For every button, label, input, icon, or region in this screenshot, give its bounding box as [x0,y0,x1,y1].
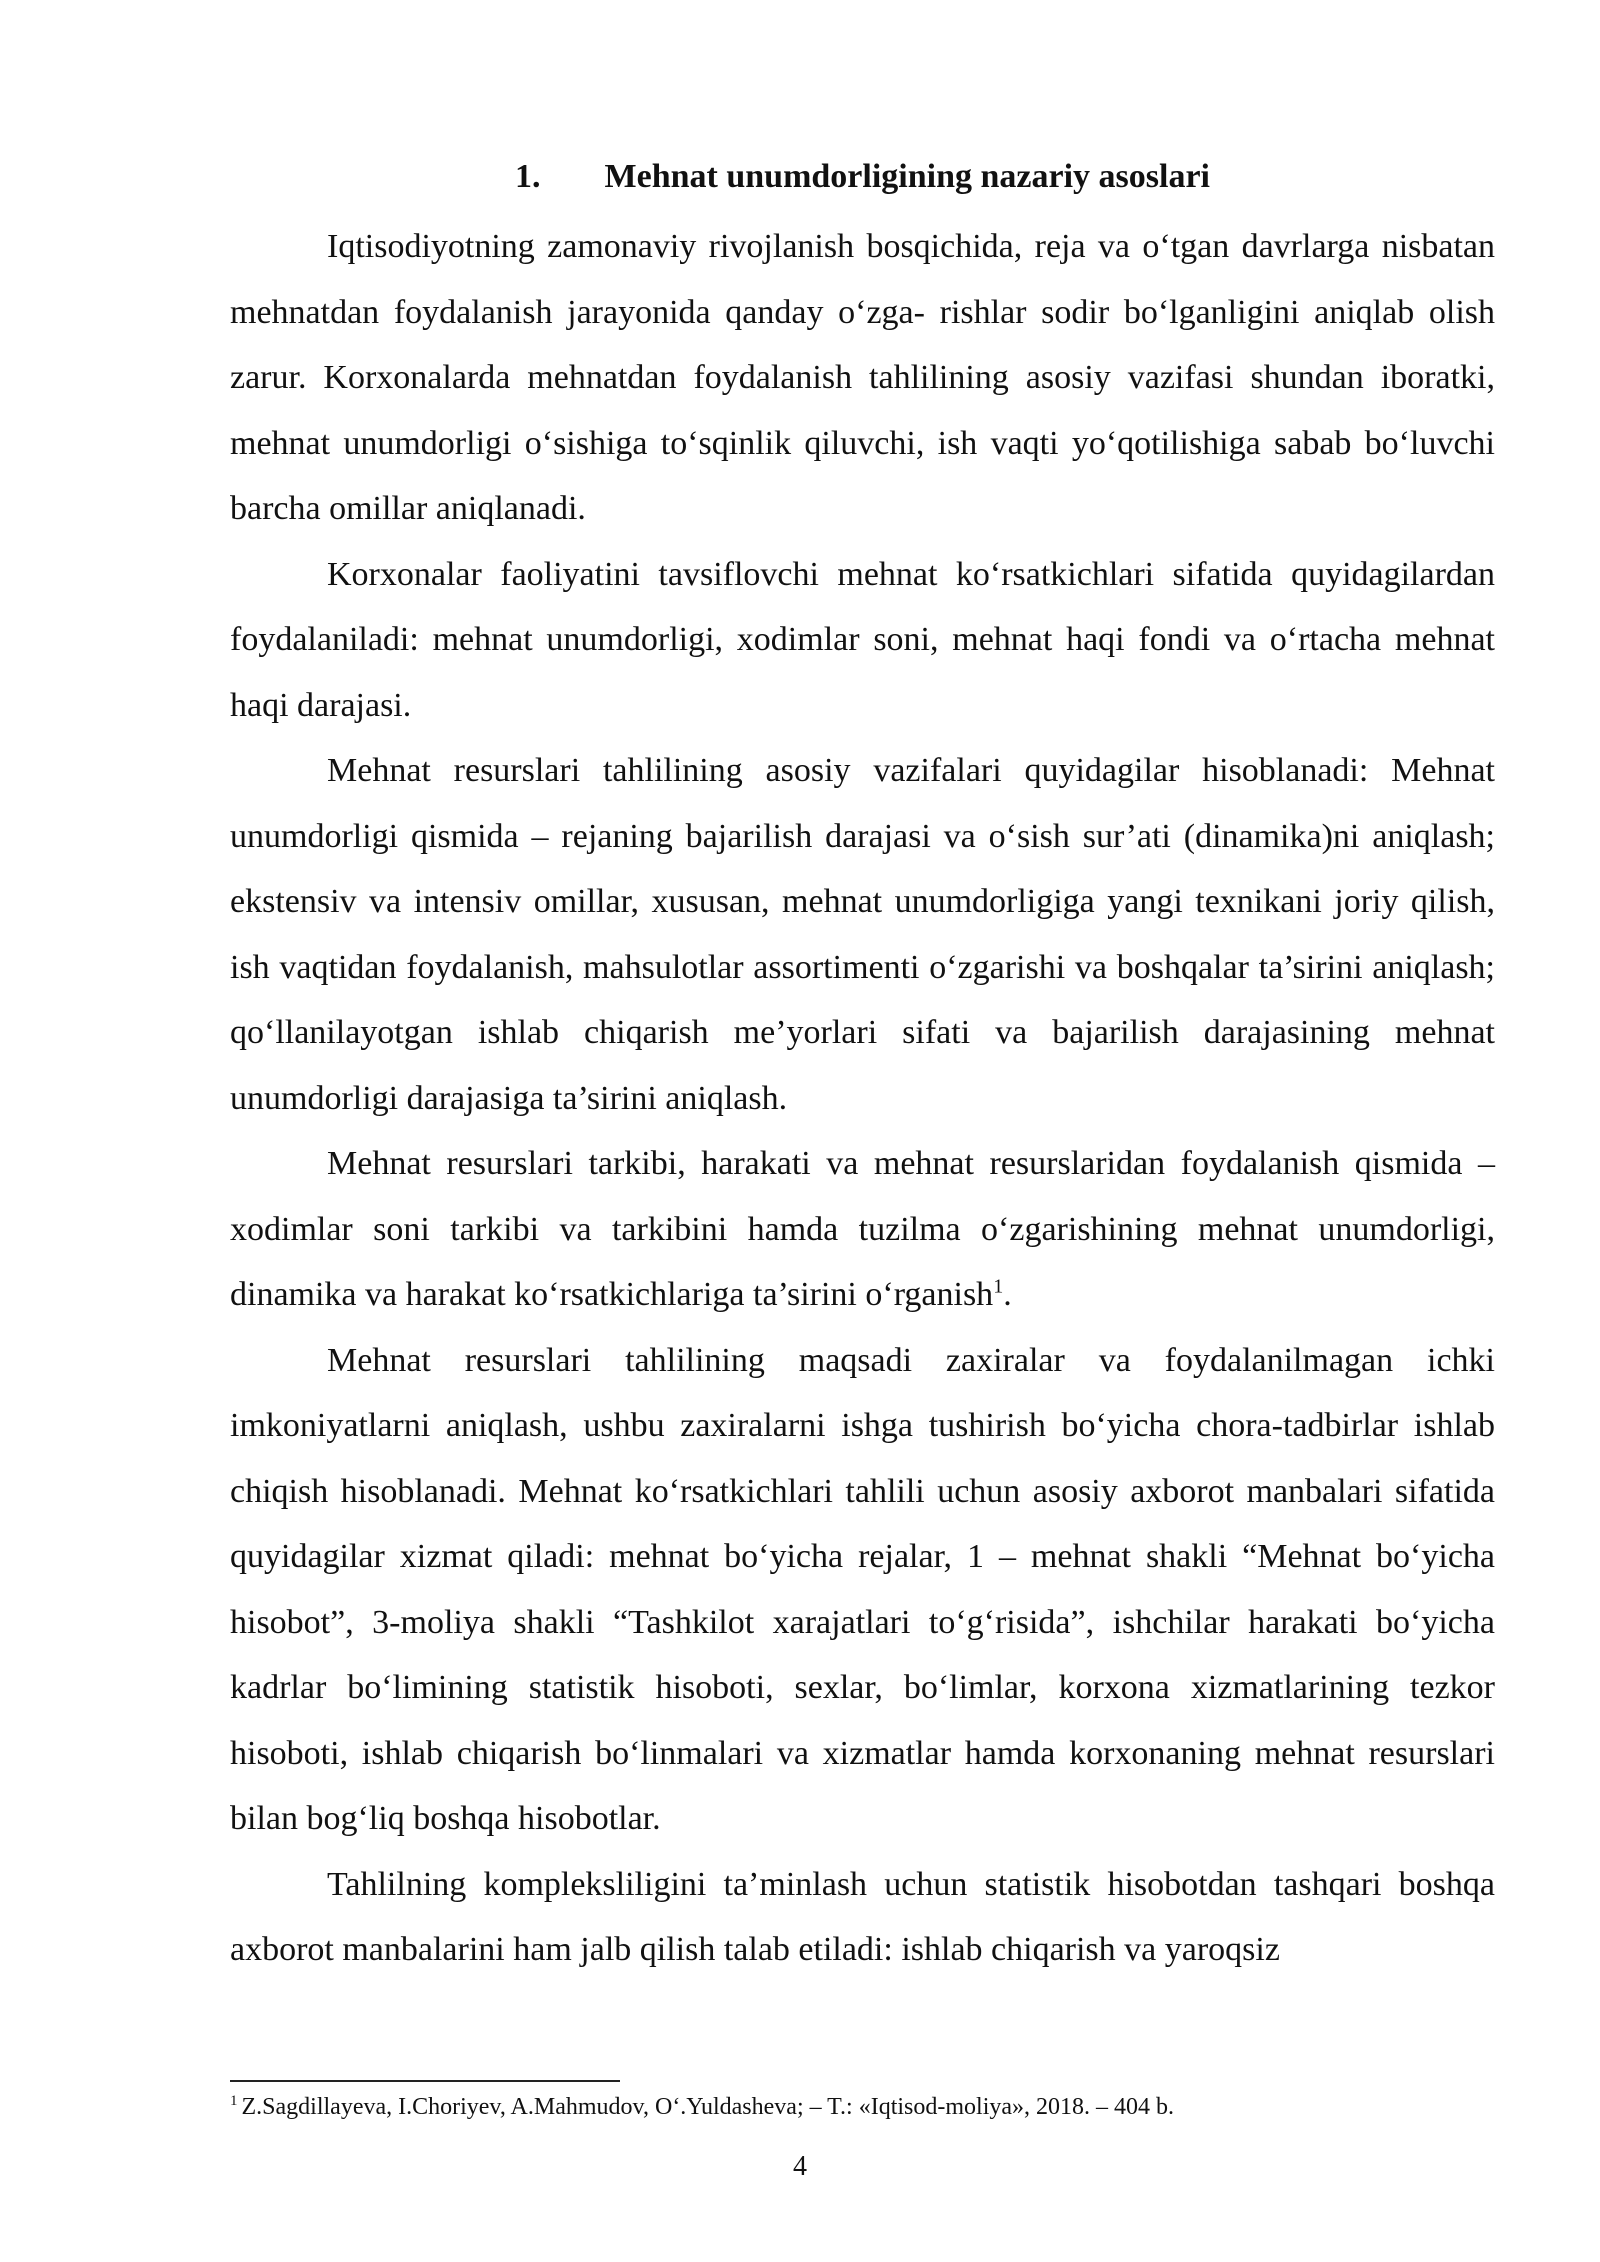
footnote-text: Z.Sagdillayeva, I.Choriyev, A.Mahmudov, O‘.Yuldasheva; – T.: «Iqtisod-moliya», 2018. – 404 b. [241,2094,1175,2120]
page-number: 4 [793,2151,807,2182]
paragraph-text: Mehnat resurslari tahlilining asosiy vazifalari quyidagilar hisoblanadi: Mehnat unumdorligi qismida – rejaning bajarilish darajasi va o‘sish sur’ati (dinamika)ni aniqlash; ekstensiv va intensiv omillar, xususan, mehnat unumdorligiga yangi texnikani joriy qilish, ish vaqtidan foydalanish, mahsulotlar assortimenti o‘zgarishi va boshqalar ta’sirini aniqlash; qo‘llanilayotgan ishlab chiqarish me’yorlari sifati va bajarilish darajasining mehnat unumdorligi darajasiga ta’sirini aniqlash. [230,752,1495,1117]
paragraph-2 [230,542,1495,739]
footnote-reference[interactable]: 1 [993,1275,1004,1298]
paragraph-tail: . [1003,1276,1012,1313]
paragraph-text: Korxonalar faoliyatini tavsiflovchi mehnat ko‘rsatkichlari sifatida quyidagilardan foydalaniladi: mehnat unumdorligi, xodimlar soni, mehnat haqi fondi va o‘rtacha mehnat haqi darajasi. [230,555,1495,724]
document-page [230,150,1495,1983]
paragraph-4 [230,1131,1495,1328]
paragraph-3 [230,738,1495,1131]
paragraph-text: Mehnat resurslari tahlilining maqsadi zaxiralar va foydalanilmagan ichki imkoniyatlarni aniqlash, ushbu zaxiralarni ishga tushirish bo‘yicha chora-tadbirlar ishlab chiqish hisoblanadi. Mehnat ko‘rsatkichlari tahlili uchun asosiy axborot manbalari sifatida quyidagilar xizmat qiladi: mehnat bo‘yicha rejalar, 1 – mehnat shakli “Mehnat bo‘yicha hisobot”, 3-moliya shakli “Tashkilot xarajatlari to‘g‘risida”, ishchilar harakati bo‘yicha kadrlar bo‘limining statistik hisoboti, sexlar, bo‘limlar, korxona xizmatlarining tezkor hisoboti, ishlab chiqarish bo‘linmalari va xizmatlar hamda korxonaning mehnat resurslari bilan bog‘liq boshqa hisobotlar. [230,1341,1495,1837]
paragraph-text: Mehnat resurslari tarkibi, harakati va mehnat resurslaridan foydalanish qismida – xodimlar soni tarkibi va tarkibini hamda tuzilma o‘zgarishining mehnat unumdorligi, dinamika va harakat ko‘rsatkichlariga ta’sirini o‘rganish [230,1145,1495,1313]
section-title: Mehnat unumdorligining nazariy asoslari [604,158,1210,195]
paragraph-6 [230,1852,1495,1983]
paragraph-text: Tahlilning kompleksliligini ta’minlash uchun statistik hisobotdan tashqari boshqa axborot manbalarini ham jalb qilish talab etiladi: ishlab chiqarish va yaroqsiz [230,1865,1495,1968]
footnote [230,2092,1495,2122]
section-heading [230,150,1495,204]
footnote-divider [230,2080,620,2082]
paragraph-1 [230,214,1495,542]
paragraph-5 [230,1328,1495,1852]
section-number: 1. [515,158,541,195]
paragraph-text: Iqtisodiyotning zamonaviy rivojlanish bosqichida, reja va o‘tgan davrlarga nisbatan mehnatdan foydalanish jarayonida qanday o‘zga- rishlar sodir bo‘lganligini aniqlab olish zarur. Korxonalarda mehnatdan foydalanish tahlilining asosiy vazifasi shundan iboratki, mehnat unumdorligi o‘sishiga to‘sqinlik qiluvchi, ish vaqti yo‘qotilishiga sabab bo‘luvchi barcha omillar aniqlanadi. [230,228,1495,527]
footnote-marker: 1 [230,2093,238,2109]
